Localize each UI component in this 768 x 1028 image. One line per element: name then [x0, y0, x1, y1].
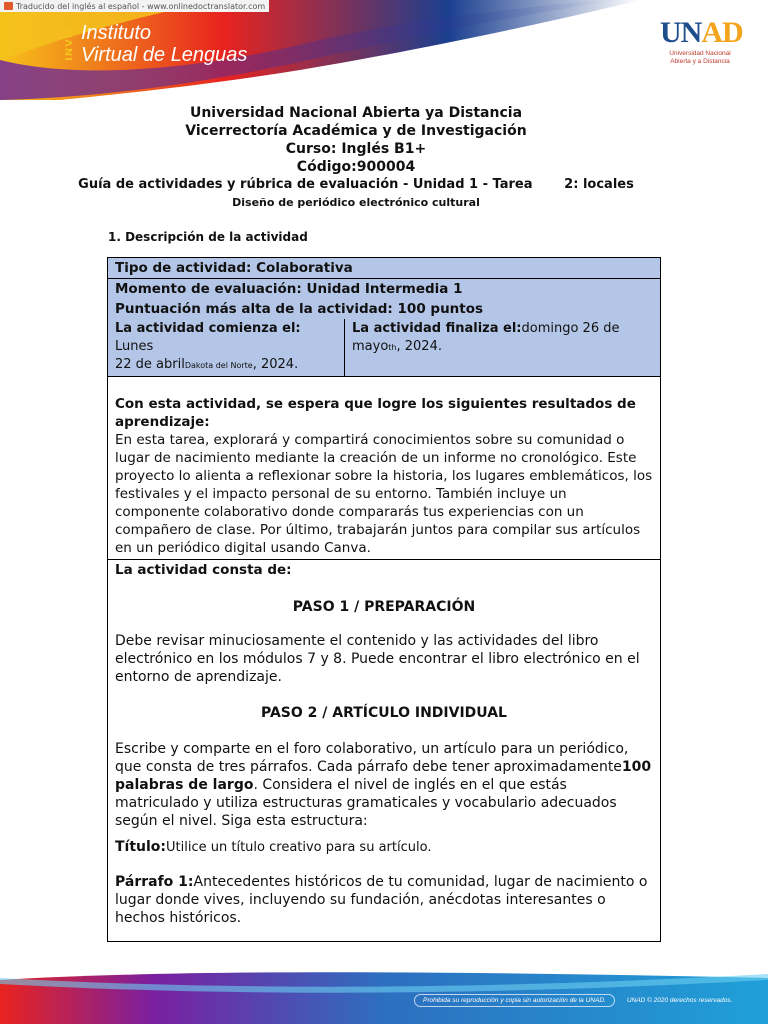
- start-year: , 2024.: [252, 357, 299, 372]
- step1-text: Debe revisar minuciosamente el contenido y las actividades del libro electrónico en los módulos 7 y 8. Puede encontrar el libro electrónico en el entorno de aprendizaje.: [115, 633, 640, 685]
- unad-logo-word: UNAD: [660, 16, 743, 49]
- ivl-title-line2: Virtual de Lenguas: [81, 44, 248, 66]
- unad-logo-sub1: Universidad Nacional: [669, 50, 731, 57]
- guide-title: Guía de actividades y rúbrica de evaluación - Unidad 1 - Tarea 2: locales: [78, 177, 634, 192]
- evaluation-moment: Momento de evaluación: Unidad Intermedia 1: [108, 279, 660, 299]
- footer-copy-notice: Prohibida su reproducción y copia sin autorización de la UNAD.: [414, 994, 615, 1007]
- start-date-cell: [108, 319, 345, 376]
- ivl-logo: [64, 22, 247, 66]
- guide-subtitle: Diseño de periódico electrónico cultural: [232, 196, 480, 209]
- end-year: , 2024.: [396, 339, 442, 354]
- start-artifact: Dakota del Norte: [184, 361, 253, 370]
- course-code: Código:900004: [296, 159, 416, 175]
- university-name: Universidad Nacional Abierta ya Distancia: [189, 105, 523, 121]
- step2-text: Escribe y comparte en el foro colaborativo, un artículo para un periódico, que consta de tres párrafos. Cada párrafo debe tener aproximadamente100 palabras de largo. Considera el nivel de inglés en el que estás matriculado y utiliza estructuras gramaticales y vocabulario adecuados según el nivel. Siga esta estructura:: [115, 741, 652, 829]
- outcomes-title: Con esta actividad, se espera que logre los siguientes resultados de aprendizaje:: [115, 396, 636, 430]
- end-label: La actividad finaliza el:: [352, 321, 522, 336]
- end-suffix: th: [388, 343, 397, 352]
- ivl-title-line1: Instituto: [81, 22, 152, 44]
- document-header: [0, 104, 712, 212]
- start-day: 22 de abril: [115, 357, 185, 372]
- translation-banner[interactable]: [0, 0, 269, 12]
- end-date-cell: [345, 319, 660, 376]
- section-heading: 1. Descripción de la actividad: [108, 230, 308, 244]
- footer-rights: UNAD © 2020 derechos reservados.: [626, 996, 733, 1004]
- end-value: domingo 26 de: [521, 321, 620, 336]
- paragraph1-instruction: Párrafo 1:Antecedentes históricos de tu comunidad, lugar de nacimiento o lugar donde vives, incluyendo su fundación, anécdotas interesantes o hechos históricos.: [115, 874, 648, 926]
- translation-banner-text: Traducido del inglés al español - www.onlinedoctranslator.com: [16, 1, 266, 11]
- footer-band: [0, 970, 768, 1024]
- step2-title: PASO 2 / ARTÍCULO INDIVIDUAL: [261, 705, 507, 721]
- dates-row: [108, 319, 660, 377]
- ivl-vertical-text: INVIL: [64, 26, 75, 61]
- learning-outcomes: [108, 377, 660, 560]
- start-label: La actividad comienza el:: [115, 321, 301, 336]
- translator-icon: [4, 2, 13, 10]
- max-score: Puntuación más alta de la actividad: 100 puntos: [108, 299, 660, 319]
- start-value: Lunes: [115, 339, 154, 354]
- activity-table: [107, 257, 661, 942]
- unad-logo: [660, 16, 743, 66]
- activity-steps: [108, 560, 660, 941]
- end-month: mayo: [352, 339, 389, 354]
- consists-title: La actividad consta de:: [115, 562, 292, 578]
- course-name: Curso: Inglés B1+: [285, 141, 427, 157]
- footer-notices: [414, 992, 740, 1008]
- title-instruction: Título:Utilice un título creativo para su artículo.: [115, 839, 432, 855]
- unad-logo-sub2: Abierta y a Distancia: [670, 58, 730, 65]
- vice-rectory: Vicerrectoría Académica y de Investigación: [185, 123, 527, 139]
- step1-title: PASO 1 / PREPARACIÓN: [292, 599, 476, 615]
- activity-type: Tipo de actividad: Colaborativa: [108, 258, 660, 279]
- outcomes-text: En esta tarea, explorará y compartirá conocimientos sobre su comunidad o lugar de nacimiento mediante la creación de un informe no cronológico. Este proyecto lo alienta a reflexionar sobre la historia, los lugares emblemáticos, los festivales y el impacto personal de su entorno. También incluye un componente colaborativo donde compararás tus experiencias con un compañero de clase. Por último, trabajarán juntos para compilar sus artículos en un periódico digital usando Canva.: [115, 432, 653, 556]
